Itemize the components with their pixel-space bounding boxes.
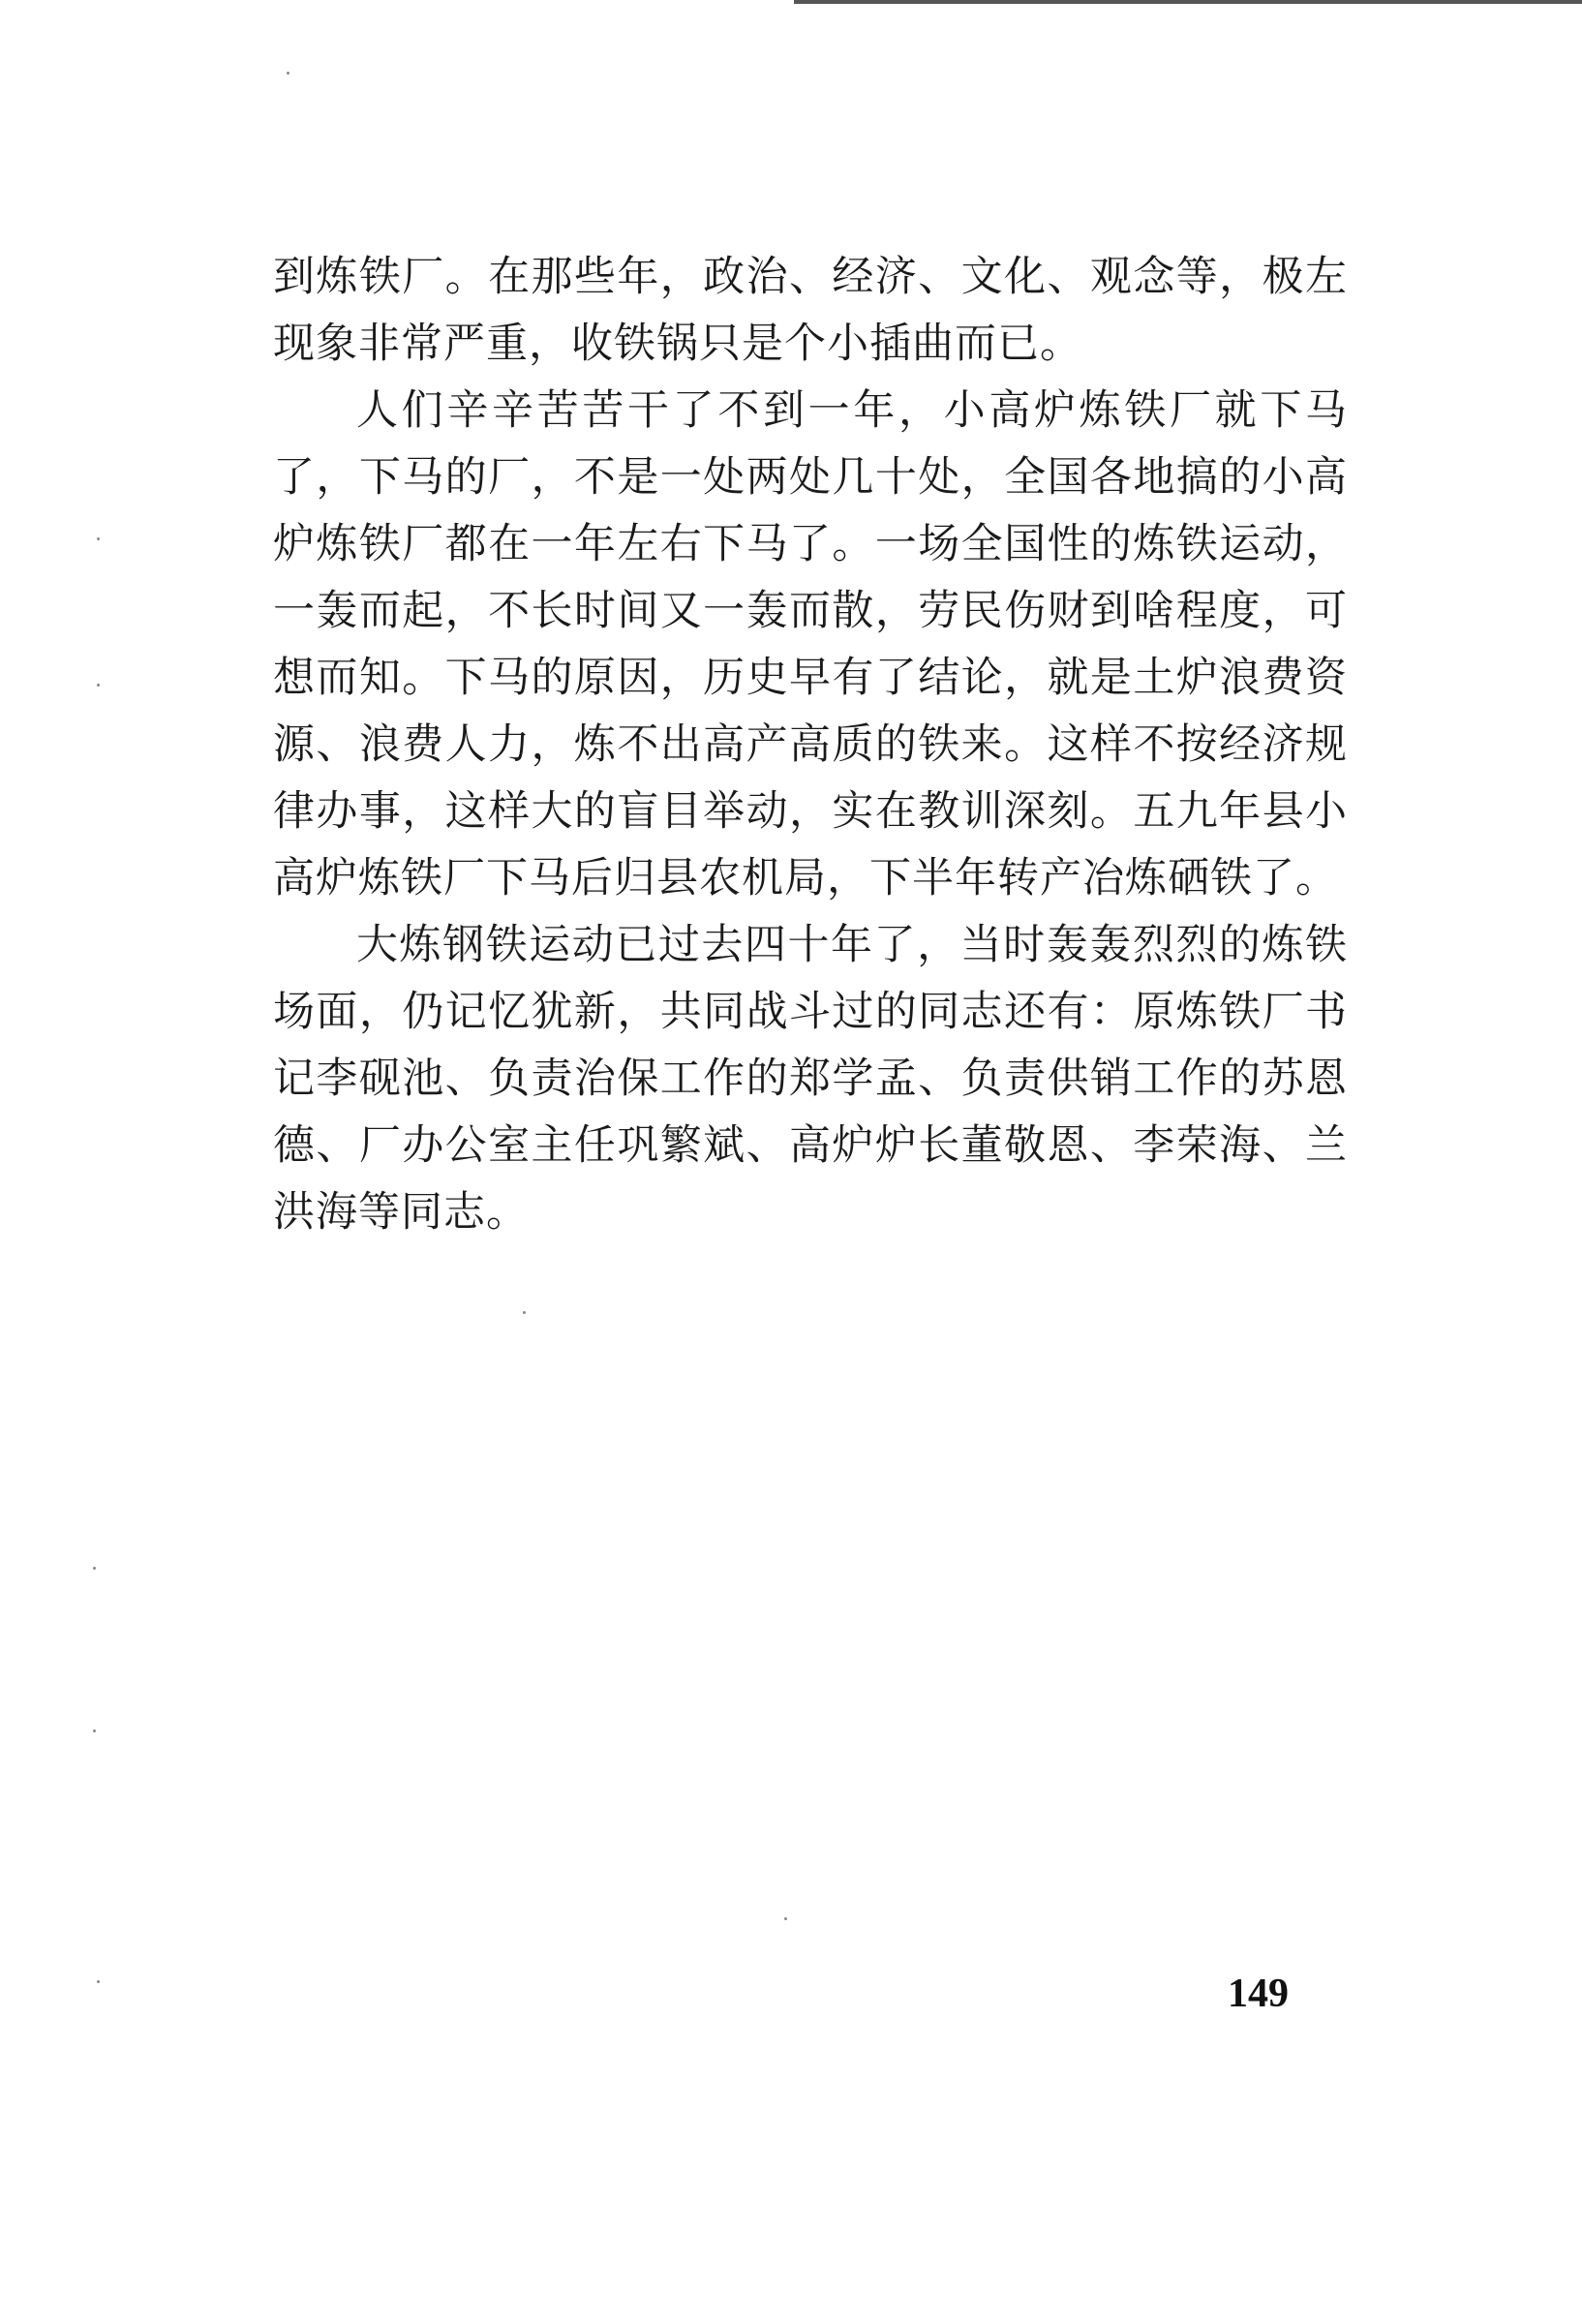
- scan-speck: [93, 1567, 96, 1570]
- scan-speck: [97, 684, 100, 687]
- scan-speck: [287, 72, 289, 75]
- paragraph: 大炼钢铁运动已过去四十年了，当时轰轰烈烈的炼铁场面，仍记忆犹新，共同战斗过的同志还有：原炼铁厂书记李砚池、负责治保工作的郑学孟、负责供销工作的苏恩德、厂办公室主任巩繁斌、高炉炉长董敬恩、李荣海、兰洪海等同志。: [273, 921, 1348, 1237]
- page-body: [273, 244, 1348, 1246]
- paragraph: 人们辛辛苦苦干了不到一年，小高炉炼铁厂就下马了，下马的厂，不是一处两处几十处，全国各地搞的小高炉炼铁厂都在一年左右下马了。一场全国性的炼铁运动，一轰而起，不长时间又一轰而散，劳民伤财到啥程度，可想而知。下马的原因，历史早有了结论，就是土炉浪费资源、浪费人力，炼不出高产高质的铁来。这样不按经济规律办事，这样大的盲目举动，实在教训深刻。五九年县小高炉炼铁厂下马后归县农机局，下半年转产冶炼硒铁了。: [273, 386, 1348, 902]
- scan-speck: [784, 1917, 787, 1920]
- page-number: 149: [1228, 1972, 1289, 2016]
- scan-speck: [523, 1311, 526, 1314]
- scan-speck: [93, 1729, 96, 1732]
- top-rule: [794, 0, 1582, 4]
- scan-speck: [97, 1980, 100, 1983]
- scan-speck: [97, 537, 100, 540]
- paragraph-continued: 到炼铁厂。在那些年，政治、经济、文化、观念等，极左现象非常严重，收铁锅只是个小插曲而已。: [273, 253, 1348, 368]
